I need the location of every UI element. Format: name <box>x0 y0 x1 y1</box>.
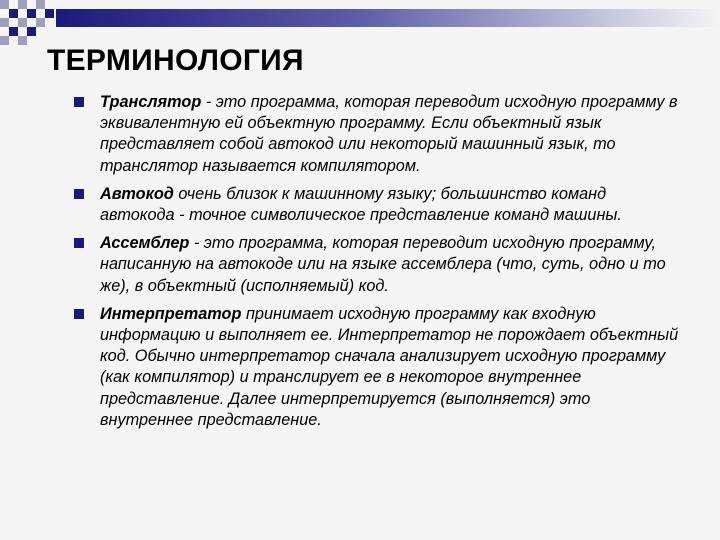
header-square <box>0 36 9 45</box>
square-bullet-icon <box>74 309 84 319</box>
term-definition: - это программа, которая переводит исходную программу, написанную на автокоде или на языке ассемблера (что, суть, одно и то же), в объектный (исполняемый) код. <box>100 234 666 295</box>
header-square <box>18 0 27 9</box>
header-square <box>9 9 18 18</box>
header-square <box>27 27 36 36</box>
term-label: Интерпретатор <box>100 304 242 323</box>
header-square <box>36 18 45 27</box>
bullet-item-interpreter <box>74 304 684 431</box>
header-gradient-band <box>56 9 720 27</box>
bullet-item-assembler <box>74 233 684 297</box>
header-square <box>18 18 27 27</box>
slide-title: ТЕРМИНОЛОГИЯ <box>47 44 304 77</box>
header-square <box>36 0 45 9</box>
term-label: Ассемблер <box>100 234 190 253</box>
square-bullet-icon <box>74 97 84 107</box>
header-square <box>9 27 18 36</box>
header-square <box>0 0 9 9</box>
bullet-item-autocode <box>74 184 684 226</box>
header-square <box>18 36 27 45</box>
term-label: Транслятор <box>100 93 202 111</box>
square-bullet-icon <box>74 238 84 248</box>
header-square <box>45 9 54 18</box>
square-bullet-icon <box>74 189 84 199</box>
header-square <box>27 9 36 18</box>
term-label: Автокод <box>100 184 174 203</box>
header-decoration <box>0 0 720 48</box>
term-definition: принимает исходную программу как входную информацию и выполняет ее. Интерпретатор не порождает объектный код. Обычно интерпретатор сначала анализирует исходную программу (как компилятор) и транслирует ее в некоторое внутреннее представление. Далее интерпретируется (выполняется) это внутреннее представление. <box>100 304 679 429</box>
header-square <box>0 18 9 27</box>
term-definition: очень близок к машинному языку; большинство команд автокода - точное символическое представление команд машины. <box>100 184 622 225</box>
term-definition: - это программа, которая переводит исходную программу в эквивалентную ей объектную программу. Если объектный язык представляет собой автокод или некоторый машинный язык, то транслятор называется компилятором. <box>100 93 678 175</box>
bullet-list <box>74 92 684 438</box>
bullet-item-translator <box>74 92 684 177</box>
